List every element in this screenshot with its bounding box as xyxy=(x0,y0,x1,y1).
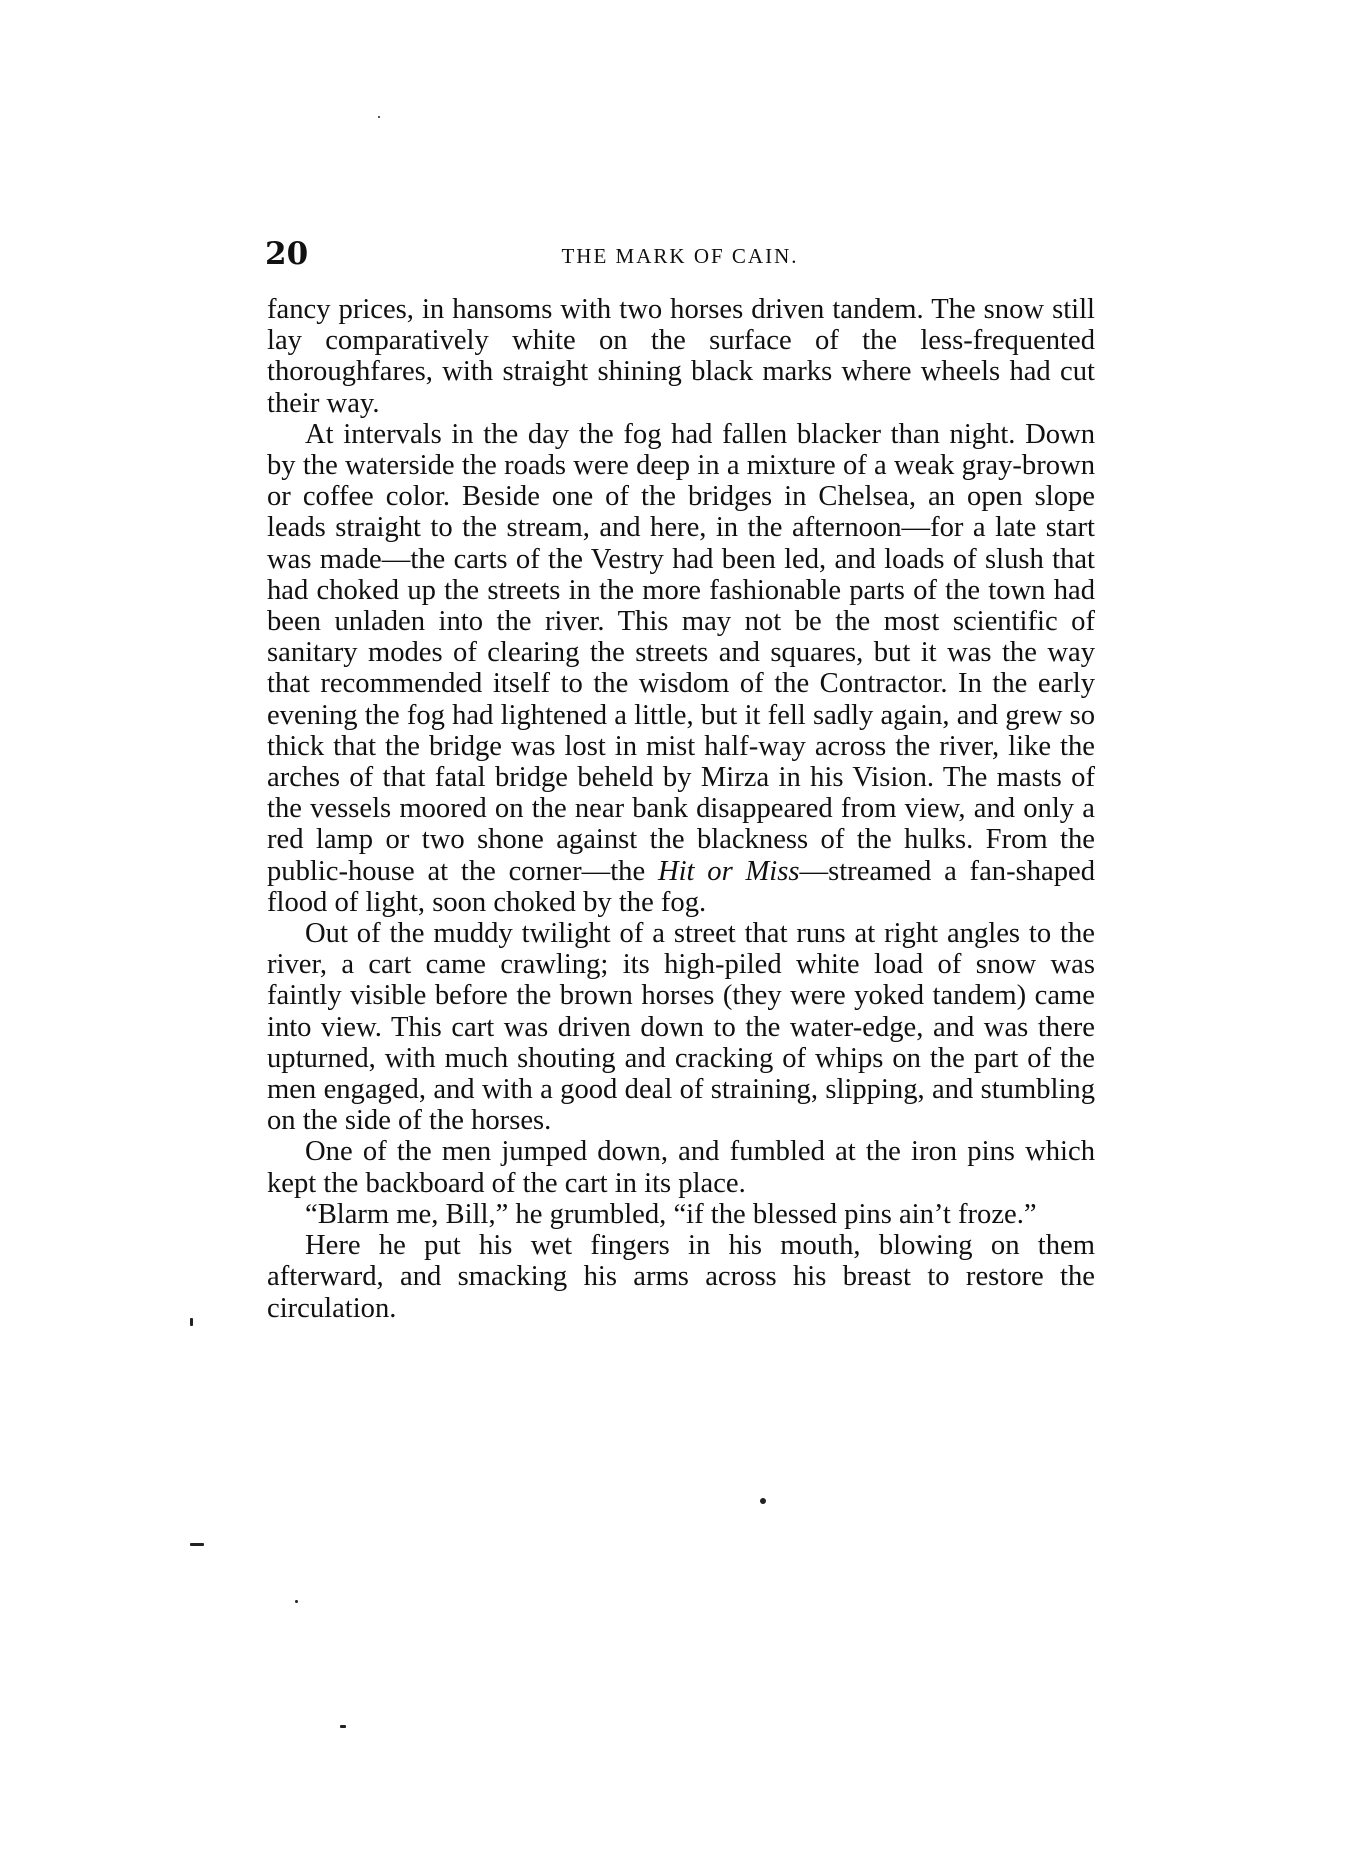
running-head xyxy=(265,236,1095,276)
paragraph-1 xyxy=(267,294,1095,419)
body-text xyxy=(267,294,1095,1324)
scan-speck xyxy=(378,116,380,118)
page-number: 20 xyxy=(265,236,309,272)
paragraph-2-text: At intervals in the day the fog had fallen blacker than night. Down by the waterside the roads were deep in a mixture of a weak gray-brown or coffee color. Beside one of the bridges in Chelsea, an open slope leads straight to the stream, and here, in the afternoon—for a late start was made—the carts of the Vestry had been led, and loads of slush that had choked up the streets in the more fashionable parts of the town had been unladen into the river. This may not be the most scientific of sanitary modes of clearing the streets and squares, but it was the way that recommended itself to the wisdom of the Contractor. In the early evening the fog had lightened a little, but it fell sadly again, and grew so thick that the bridge was lost in mist half-way across the river, like the arches of that fatal bridge beheld by Mirza in his Vision. The masts of the vessels moored on the near bank disappeared from view, and only a red lamp or two shone against the blackness of the hulks. From the public-house at the corner—the xyxy=(267,418,1095,887)
paragraph-4-text: One of the men jumped down, and fumbled at the iron pins which kept the backboard of the cart in its place. xyxy=(267,1136,1095,1199)
scan-speck xyxy=(340,1725,346,1728)
paragraph-2 xyxy=(267,419,1095,918)
paragraph-5 xyxy=(267,1199,1095,1230)
running-title: THE MARK OF CAIN. xyxy=(561,244,799,268)
scan-speck xyxy=(190,1318,193,1326)
paragraph-2-text-after: —streamed a fan-shaped flood of light, soon choked by the fog. xyxy=(267,855,1095,918)
paragraph-5-text: “Blarm me, Bill,” he grumbled, “if the blessed pins ain’t froze.” xyxy=(305,1198,1037,1230)
paragraph-3-text: Out of the muddy twilight of a street that runs at right angles to the river, a cart came crawling; its high-piled white load of snow was faintly visible before the brown horses (they were yoked tandem) came into view. This cart was driven down to the water-edge, and was there upturned, with much shouting and cracking of whips on the part of the men engaged, and with a good deal of straining, slipping, and stumbling on the side of the horses. xyxy=(267,918,1095,1137)
paragraph-6-text: Here he put his wet fingers in his mouth, blowing on them afterward, and smacking his arms across his breast to restore the circulation. xyxy=(267,1230,1095,1324)
paragraph-6 xyxy=(267,1230,1095,1324)
paragraph-1-text: fancy prices, in hansoms with two horses driven tandem. The snow still lay comparatively white on the surface of the less-frequented thoroughfares, with straight shining black marks where wheels had cut their way. xyxy=(267,294,1095,419)
scan-speck xyxy=(190,1543,204,1546)
paragraph-3 xyxy=(267,918,1095,1136)
pub-name-italic: Hit or Miss xyxy=(657,855,800,887)
scan-speck xyxy=(295,1600,298,1603)
scan-speck xyxy=(760,1498,766,1504)
paragraph-4 xyxy=(267,1136,1095,1198)
